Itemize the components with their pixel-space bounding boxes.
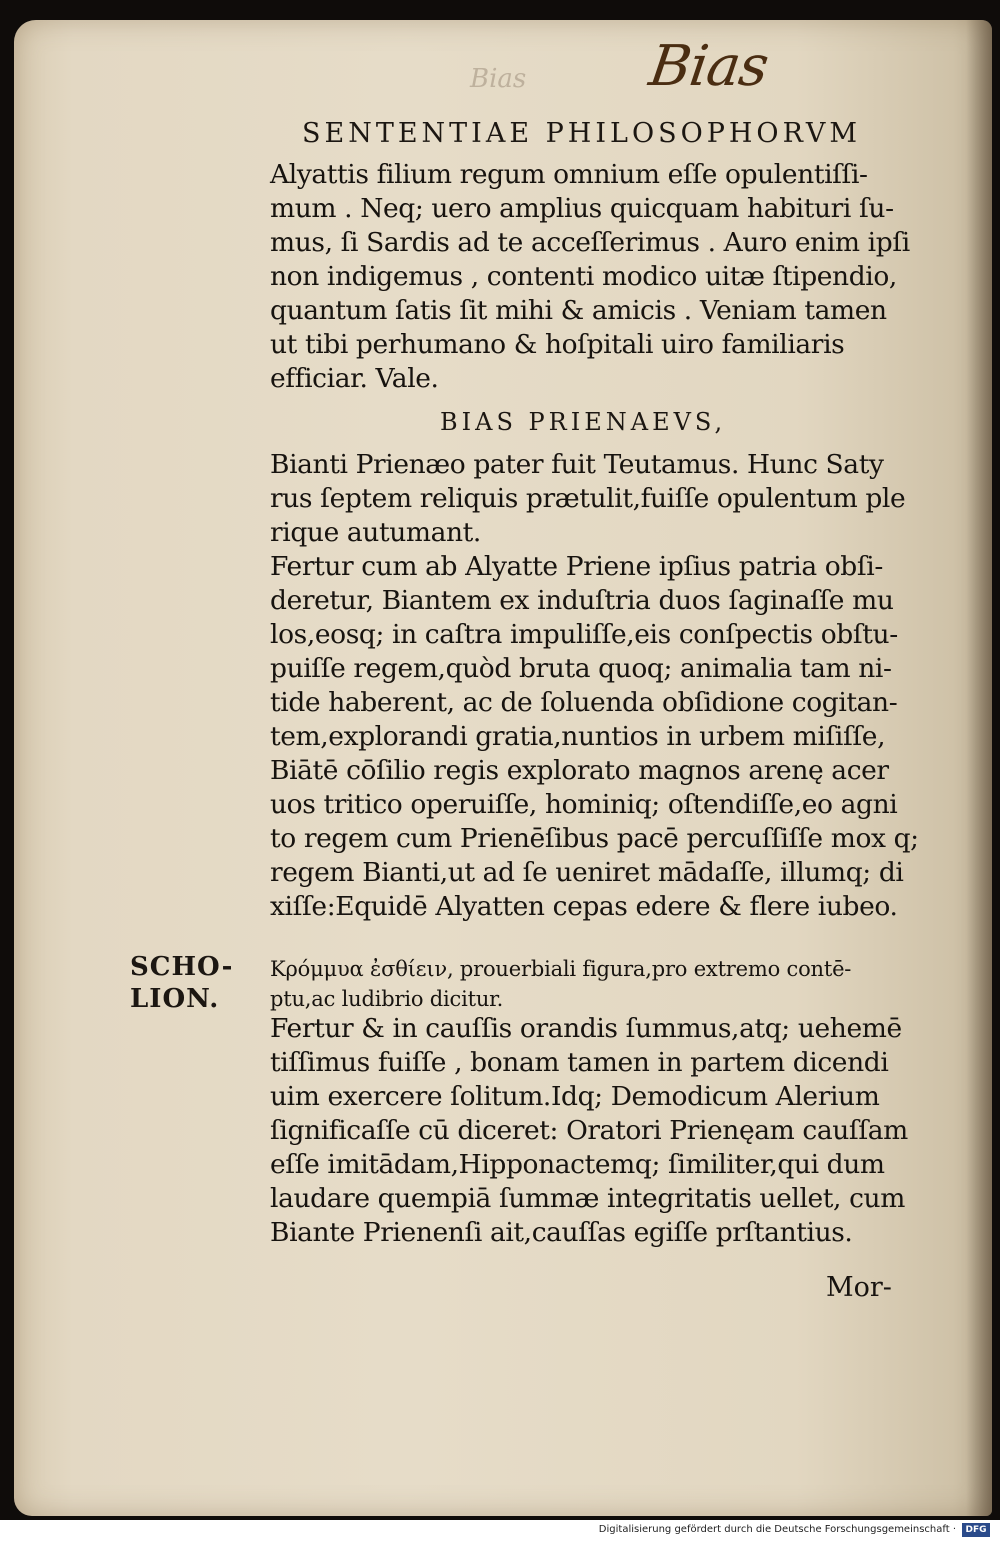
text-line: Alyattis filium regum omnium eſſe opulentiſſi- bbox=[270, 159, 868, 190]
faint-manuscript-note: Bias bbox=[470, 64, 527, 94]
text-line: rus ſeptem reliquis prætulit,fuiſſe opulentum ple bbox=[270, 483, 906, 514]
paragraph-oratory bbox=[270, 1012, 920, 1250]
scholion-line: Κρόμμυα ἐσθίειν, prouerbiali figura,pro extremo contē- bbox=[270, 957, 852, 981]
text-line: quantum ſatis ſit mihi & amicis . Veniam tamen bbox=[270, 295, 887, 326]
manuscript-note: Bias bbox=[645, 34, 772, 99]
text-line: los,eosq; in caſtra impuliſſe,eis conſpectis obſtu- bbox=[270, 619, 898, 650]
text-line: tiſſimus fuiſſe , bonam tamen in partem dicendi bbox=[270, 1047, 889, 1078]
text-line: tem,explorandi gratia,nuntios in urbem miſiſſe, bbox=[270, 721, 886, 752]
text-line: eſſe imitādam,Hipponactemq; ſimiliter,qui dum bbox=[270, 1149, 885, 1180]
text-line: Bianti Prienæo pater fuit Teutamus. Hunc Saty bbox=[270, 449, 884, 480]
paragraph-bias-life bbox=[270, 448, 920, 924]
text-line: mum . Neq; uero amplius quicquam habituri ſu- bbox=[270, 193, 894, 224]
scholion-note bbox=[270, 954, 920, 1014]
text-line: uim exercere ſolitum.Idq; Demodicum Alerium bbox=[270, 1081, 880, 1112]
page-gutter-shadow bbox=[966, 20, 992, 1516]
text-line: Biātē cōſilio regis explorato magnos arenę acer bbox=[270, 755, 889, 786]
section-heading: BIAS PRIENAEVS, bbox=[440, 408, 727, 436]
text-line: uos tritico operuiſſe, hominiq; oſtendiſſe,eo agni bbox=[270, 789, 898, 820]
text-line: ut tibi perhumano & hoſpitali uiro familiaris bbox=[270, 329, 845, 360]
text-line: laudare quempiā ſummæ integritatis uellet, cum bbox=[270, 1183, 905, 1214]
text-line: efficiar. Vale. bbox=[270, 363, 439, 394]
text-line: regem Bianti,ut ad ſe ueniret mādaſſe, illumq; di bbox=[270, 857, 904, 888]
text-line: puiſſe regem,quòd bruta quoq; animalia tam ni- bbox=[270, 653, 892, 684]
catchword: Mor- bbox=[826, 1272, 892, 1303]
text-line: Fertur & in cauſſis orandis ſummus,atq; uehemē bbox=[270, 1013, 902, 1044]
footer-bar bbox=[0, 1520, 1000, 1543]
text-line: rique autumant. bbox=[270, 517, 481, 548]
dfg-logo-icon: DFG bbox=[962, 1523, 990, 1537]
text-line: mus, ſi Sardis ad te acceſſerimus . Auro enim ipſi bbox=[270, 227, 910, 258]
text-line: xiſſe:Equidē Alyatten cepas edere & flere iubeo. bbox=[270, 891, 898, 922]
scholion-label-line1: SCHO- bbox=[130, 952, 234, 982]
scholion-line: ptu,ac ludibrio dicitur. bbox=[270, 987, 504, 1011]
text-line: Fertur cum ab Alyatte Priene ipſius patria obſi- bbox=[270, 551, 883, 582]
paragraph-letter-end bbox=[270, 158, 920, 396]
text-line: tide haberent, ac de ſoluenda obſidione cogitan- bbox=[270, 687, 898, 718]
running-head: SENTENTIAE PHILOSOPHORVM bbox=[302, 118, 862, 149]
text-line: non indigemus , contenti modico uitæ ſtipendio, bbox=[270, 261, 897, 292]
text-line: ſignificaſſe cū diceret: Oratori Prienęam cauſſam bbox=[270, 1115, 908, 1146]
text-line: Biante Prienenſi ait,cauſſas egiſſe prſtantius. bbox=[270, 1217, 853, 1248]
text-line: to regem cum Prienēſibus pacē percuſſiſſe mox q; bbox=[270, 823, 919, 854]
footer-credit: Digitalisierung gefördert durch die Deutsche Forschungsgemeinschaft · bbox=[598, 1524, 956, 1535]
text-line: deretur, Biantem ex induſtria duos ſaginaſſe mu bbox=[270, 585, 894, 616]
scholion-label-line2: LION. bbox=[130, 984, 220, 1014]
